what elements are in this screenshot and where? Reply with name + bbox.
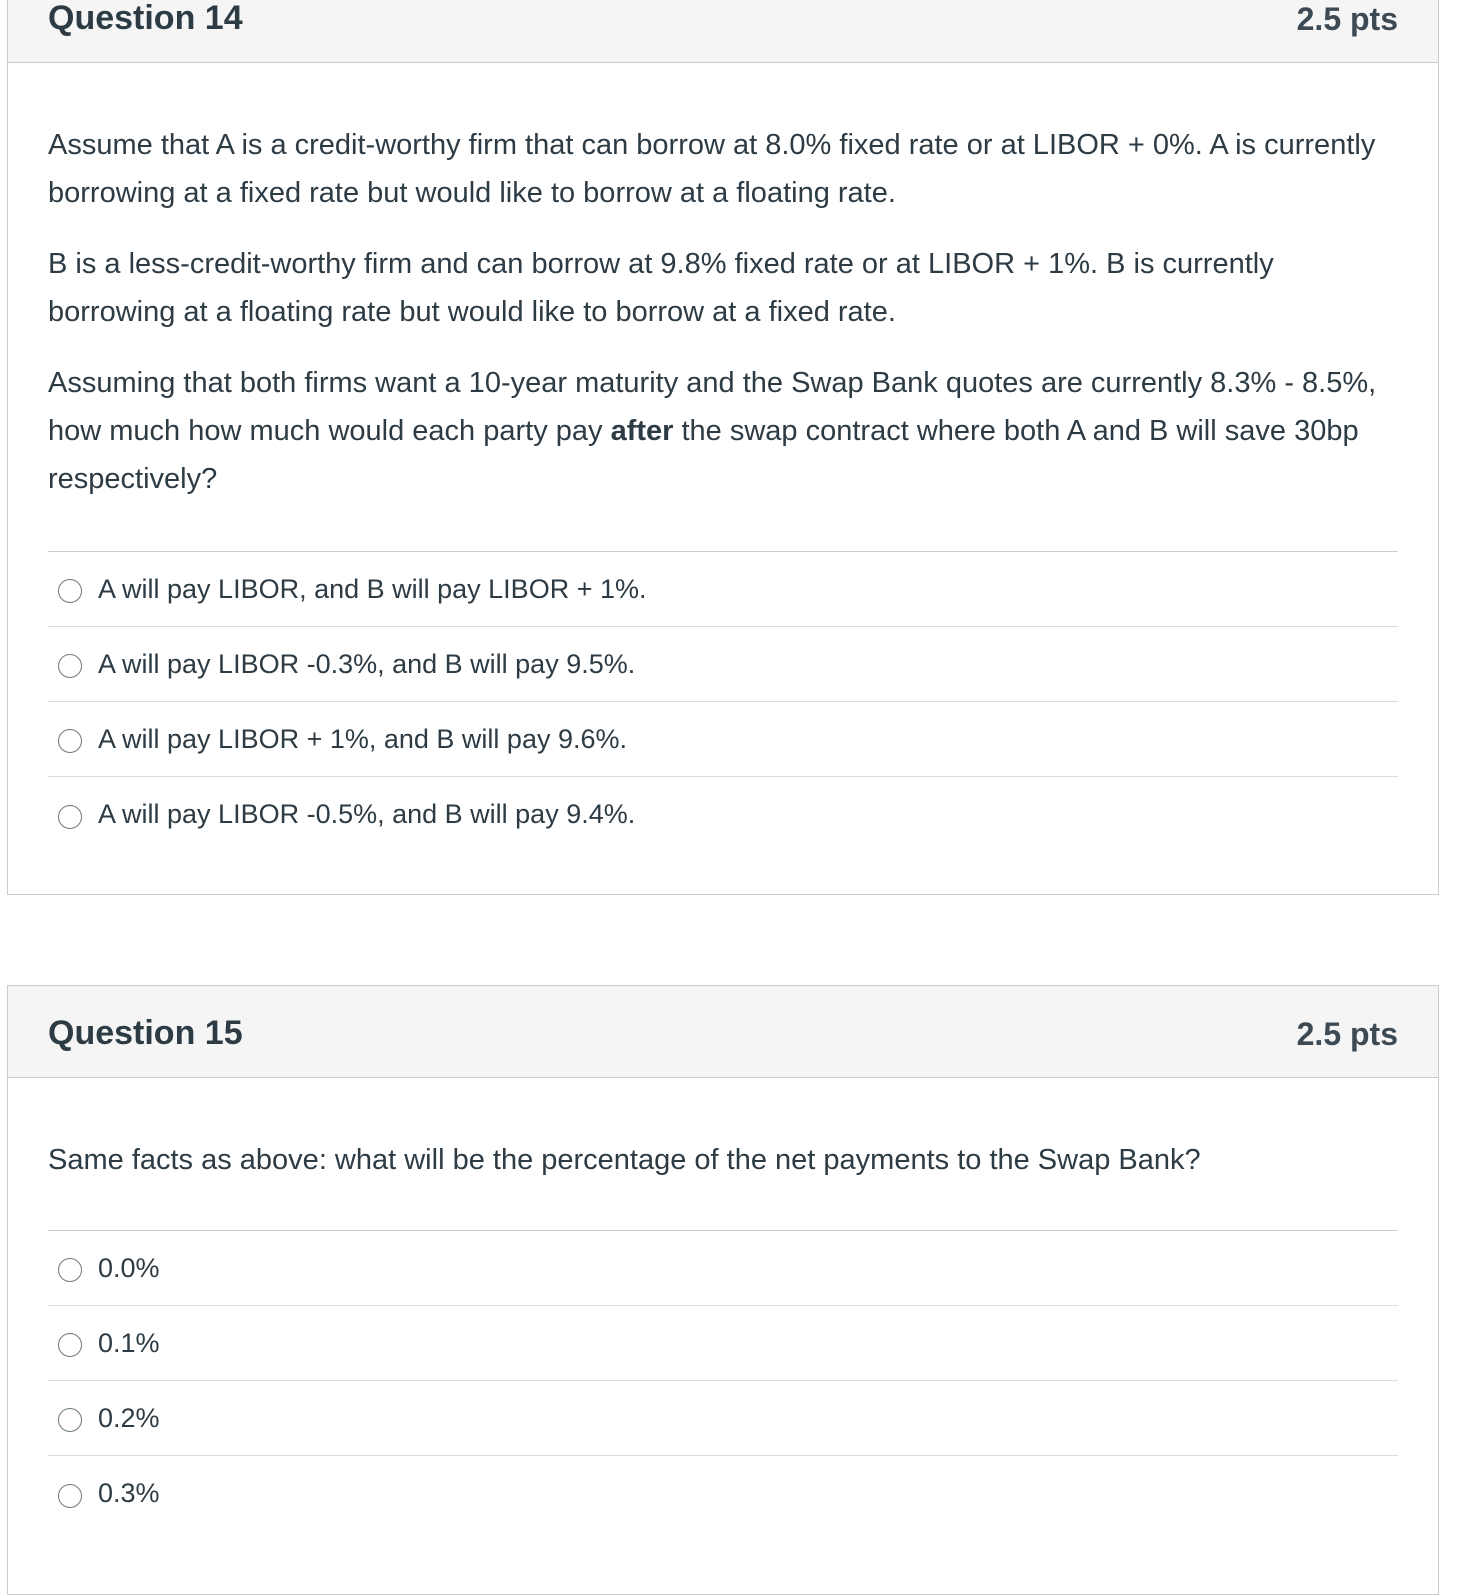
answer-label[interactable]: A will pay LIBOR + 1%, and B will pay 9.6%. [98,723,628,754]
answer-label[interactable]: A will pay LIBOR, and B will pay LIBOR + 1%. [98,573,647,604]
radio-button[interactable] [58,579,82,603]
question-body [8,63,1438,852]
question-body [8,1078,1438,1531]
answer-list [48,1230,1398,1531]
radio-button[interactable] [58,1333,82,1357]
answer-option[interactable] [48,1306,1398,1381]
answer-label[interactable]: 0.3% [98,1478,160,1508]
question-title: Question 14 [48,0,243,37]
question-header [8,0,1438,63]
radio-button[interactable] [58,805,82,829]
question-paragraph: Same facts as above: what will be the percentage of the net payments to the Swap Bank? [48,1144,1201,1176]
answer-option[interactable] [48,1456,1398,1531]
answer-list [48,551,1398,852]
question-14-card [7,0,1439,895]
answer-label[interactable]: 0.1% [98,1327,160,1358]
question-title: Question 15 [48,1014,243,1052]
question-points: 2.5 pts [1296,1016,1398,1052]
question-header [8,986,1438,1078]
radio-button[interactable] [58,729,82,753]
emphasis-text: after [610,415,674,447]
answer-option[interactable] [48,552,1398,627]
answer-option[interactable] [48,777,1398,852]
answer-label[interactable]: A will pay LIBOR -0.5%, and B will pay 9.4%. [98,799,636,829]
answer-label[interactable]: 0.2% [98,1402,160,1433]
radio-button[interactable] [58,654,82,678]
question-paragraph: B is a less-credit-worthy firm and can borrow at 9.8% fixed rate or at LIBOR + 1%. B is currently borrowing at a floating rate but would like to borrow at a fixed rate. [48,248,1274,328]
question-text-segment: Assuming that both firms want a 10-year maturity and the Swap Bank quotes are currently 8.3% - 8.5%, how much how much would each party pay [48,367,1377,447]
radio-button[interactable] [58,1258,82,1282]
radio-button[interactable] [58,1408,82,1432]
radio-button[interactable] [58,1484,82,1508]
answer-option[interactable] [48,627,1398,702]
question-15-card [7,985,1439,1595]
answer-label[interactable]: 0.0% [98,1252,160,1283]
answer-option[interactable] [48,1381,1398,1456]
question-text [48,1078,1398,1230]
answer-option[interactable] [48,702,1398,777]
question-paragraph [48,359,1398,503]
answer-label[interactable]: A will pay LIBOR -0.3%, and B will pay 9.5%. [98,648,636,679]
answer-option[interactable] [48,1231,1398,1306]
question-paragraph: Assume that A is a credit-worthy firm that can borrow at 8.0% fixed rate or at LIBOR + 0%. A is currently borrowing at a fixed rate but would like to borrow at a floating rate. [48,129,1376,209]
question-text-segment: the swap contract where both A and B will save 30bp respectively? [48,415,1359,495]
question-text [48,63,1398,551]
question-points: 2.5 pts [1296,1,1398,37]
